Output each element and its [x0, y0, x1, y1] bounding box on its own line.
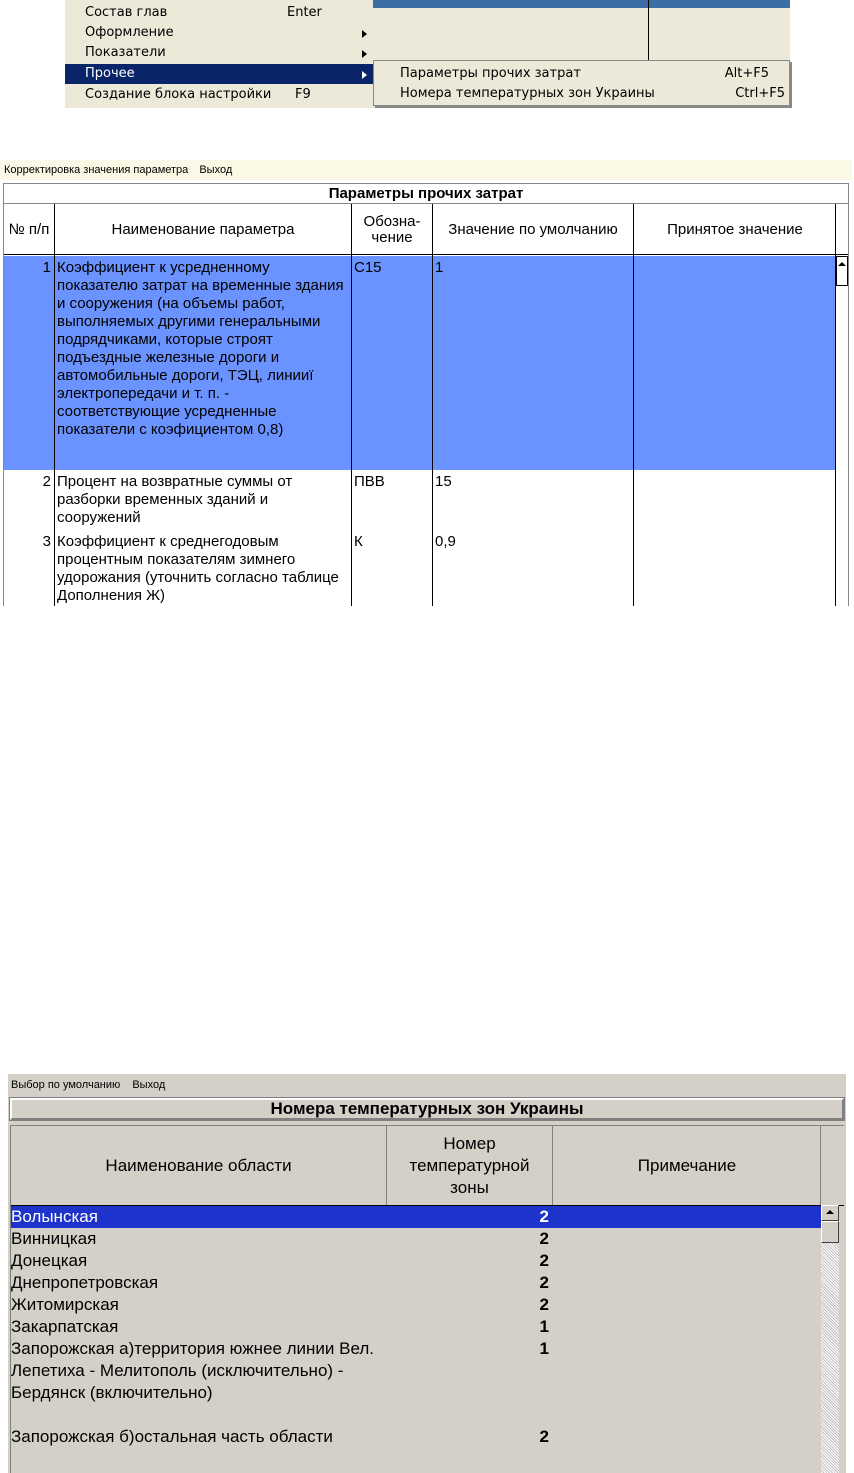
row-zone: 2 [539, 1273, 549, 1292]
row-zone: 2 [539, 1251, 549, 1270]
row-zone: 1 [539, 1317, 549, 1336]
menu-item-design[interactable] [65, 23, 373, 43]
background-highlight-strip [373, 0, 790, 8]
menu-exit[interactable]: Выход [199, 164, 233, 176]
submenu-item-shortcut: Ctrl+F5 [735, 86, 785, 101]
main-menu [65, 0, 373, 108]
table-row[interactable] [11, 1206, 821, 1228]
submenu-arrow-icon [362, 30, 367, 38]
other-costs-window [0, 160, 852, 606]
row-num: 2 [42, 473, 51, 490]
menubar [0, 160, 852, 180]
row-zone: 2 [539, 1229, 549, 1248]
table-row[interactable] [4, 256, 836, 470]
row-default: 15 [435, 473, 452, 490]
table-row[interactable] [11, 1228, 821, 1250]
menu-edit-value[interactable]: Корректировка значения параметра [4, 164, 189, 176]
row-region: Винницкая [11, 1229, 97, 1248]
scroll-up-icon [826, 1210, 834, 1214]
row-code: ПВВ [354, 473, 385, 490]
column-divider [351, 204, 352, 606]
menu-item-other[interactable] [65, 64, 373, 84]
submenu-item-other-costs-params[interactable] [374, 64, 791, 84]
row-zone: 2 [539, 1427, 549, 1446]
submenu-arrow-icon [362, 71, 367, 79]
row-zone: 1 [539, 1339, 549, 1358]
menubar [8, 1074, 846, 1096]
table-row[interactable] [11, 1272, 821, 1294]
column-header-zone[interactable]: Номер температурной зоны [409, 1134, 530, 1197]
grid-header [4, 204, 849, 255]
grid-title: Номера температурных зон Украины [10, 1098, 844, 1120]
menu-select-default[interactable]: Выбор по умолчанию [11, 1079, 121, 1091]
menu-item-label: Состав глав [85, 5, 168, 20]
table-row[interactable] [11, 1426, 821, 1470]
row-name: Коэффициент к усредненному показателю затрат на временные здания и сооружения (на объемы работ, выполняемых другими генеральными подрядчиками, которые строят подъездные железные дороги и автомобильные дороги, ТЭЦ, линииї электропередачи и т. п. - соответствующие усредненные показатели с коэфициентом 0,8) [57, 259, 344, 438]
row-region: Запорожская б)остальная часть области [11, 1427, 333, 1446]
menu-item-label: Оформление [85, 25, 174, 40]
menu-item-indicators[interactable] [65, 43, 373, 63]
menu-item-chapters[interactable] [65, 3, 373, 23]
scroll-up-button[interactable] [821, 1205, 839, 1221]
column-header-code[interactable]: Обозна- чение [363, 212, 421, 246]
row-region: Запорожская а)территория южнее линии Вел. Лепетиха - Мелитополь (исключительно) - Бердянск (включительно) [11, 1339, 375, 1402]
column-header-region[interactable]: Наименование области [105, 1156, 292, 1175]
menu-item-create-settings-block[interactable] [65, 85, 373, 105]
row-num: 1 [42, 259, 51, 276]
column-header-num[interactable]: № п/п [8, 220, 50, 238]
menu-exit[interactable]: Выход [132, 1079, 166, 1091]
row-region: Днепропетровская [11, 1273, 159, 1292]
row-name: Коэффициент к среднегодовым процентным показателям зимнего удорожания (уточнить согласно таблице Дополнения Ж) [57, 533, 339, 604]
submenu-item-label: Номера температурных зон Украины [400, 86, 655, 101]
menu-item-label: Прочее [85, 66, 135, 81]
row-region: Закарпатская [11, 1317, 119, 1336]
menu-item-shortcut: F9 [295, 87, 311, 102]
row-zone: 2 [539, 1207, 549, 1226]
scrollbar[interactable] [821, 1205, 839, 1473]
submenu-item-temperature-zones[interactable] [374, 84, 791, 104]
column-header-name[interactable]: Наименование параметра [111, 220, 295, 238]
column-header-note[interactable]: Примечание [637, 1156, 737, 1175]
context-menu-panel [65, 0, 790, 108]
temperature-zones-window [8, 1074, 846, 1473]
scrollbar[interactable] [836, 256, 848, 286]
row-default: 0,9 [435, 533, 456, 550]
column-divider [552, 1126, 553, 1205]
table-row[interactable] [11, 1338, 821, 1426]
submenu-item-label: Параметры прочих затрат [400, 66, 581, 81]
submenu-item-shortcut: Alt+F5 [724, 66, 769, 81]
table-row[interactable] [4, 470, 836, 530]
menu-item-shortcut: Enter [287, 5, 322, 20]
scrollbar-track[interactable] [821, 1205, 839, 1473]
menu-item-label: Создание блока настройки [85, 87, 272, 102]
grid-title: Параметры прочих затрат [3, 183, 849, 204]
submenu-other [373, 60, 790, 106]
row-zone: 2 [539, 1295, 549, 1314]
column-divider [820, 1126, 821, 1205]
table-row[interactable] [11, 1250, 821, 1272]
row-num: 3 [42, 533, 51, 550]
column-header-default[interactable]: Значение по умолчанию [448, 220, 618, 238]
column-divider [54, 204, 55, 606]
params-grid [3, 204, 849, 606]
table-row[interactable] [11, 1316, 821, 1338]
row-code: К [354, 533, 363, 550]
row-name: Процент на возвратные суммы от разборки временных зданий и сооружений [57, 473, 293, 526]
column-divider [432, 204, 433, 606]
zones-grid [10, 1125, 844, 1473]
column-header-accepted[interactable]: Принятое значение [667, 220, 803, 238]
row-region: Донецкая [11, 1251, 88, 1270]
row-code: С15 [354, 259, 382, 276]
row-region: Житомирская [11, 1295, 119, 1314]
row-region: Волынская [11, 1207, 98, 1226]
submenu-arrow-icon [362, 50, 367, 58]
background-divider [648, 0, 649, 62]
column-divider [386, 1126, 387, 1205]
row-default: 1 [435, 259, 444, 276]
scroll-up-icon[interactable] [838, 262, 846, 266]
menu-item-label: Показатели [85, 45, 166, 60]
table-row[interactable] [11, 1294, 821, 1316]
column-divider [633, 204, 634, 606]
table-row[interactable] [4, 530, 836, 606]
scrollbar-thumb[interactable] [821, 1221, 839, 1243]
